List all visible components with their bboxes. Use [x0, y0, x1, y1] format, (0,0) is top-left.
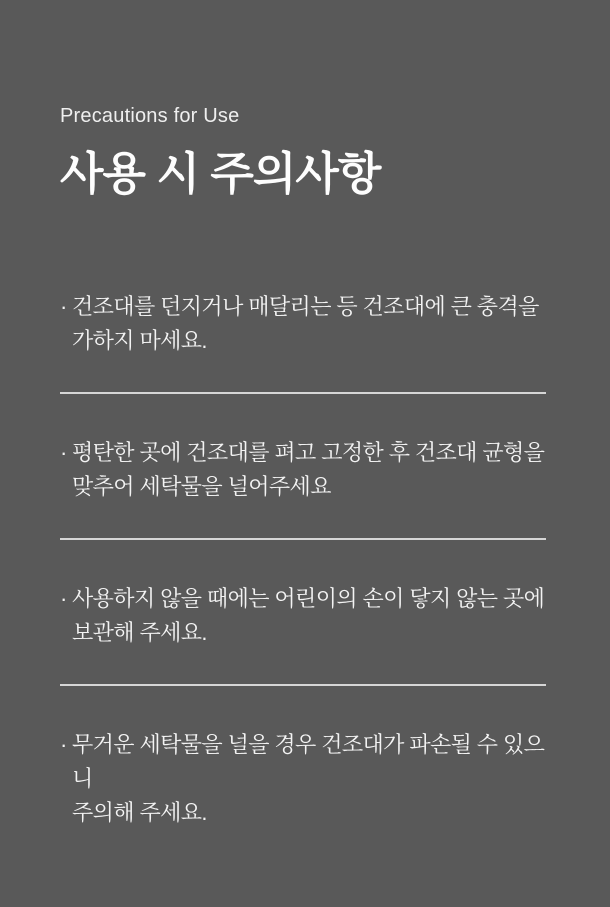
list-item-text [72, 728, 552, 830]
list-item-line: 보관해 주세요. [72, 620, 207, 645]
divider-line [60, 392, 546, 394]
list-item-text [72, 290, 539, 358]
page-title: 사용 시 주의사항 [60, 148, 381, 199]
bullet-dot: · [60, 732, 68, 757]
bullet-dot: · [60, 440, 68, 465]
list-item [60, 728, 552, 830]
bullet-dot: · [60, 294, 68, 319]
precaution-list [60, 290, 552, 830]
divider-line [60, 684, 546, 686]
list-item-line: 맞추어 세탁물을 널어주세요 [72, 474, 331, 499]
list-item-line: 평탄한 곳에 건조대를 펴고 고정한 후 건조대 균형을 [72, 440, 545, 465]
eyebrow-text: Precautions for Use [60, 105, 240, 127]
list-item [60, 436, 552, 504]
bullet-dot: · [60, 586, 68, 611]
list-item-line: 주의해 주세요. [72, 800, 207, 825]
list-item-text [72, 436, 544, 504]
divider-line [60, 538, 546, 540]
list-item-line: 무거운 세탁물을 널을 경우 건조대가 파손될 수 있으니 [72, 732, 545, 791]
list-item-line: 건조대를 던지거나 매달리는 등 건조대에 큰 충격을 [72, 294, 539, 319]
list-item-line: 가하지 마세요. [72, 328, 207, 353]
list-item-line: 사용하지 않을 때에는 어린이의 손이 닿지 않는 곳에 [72, 586, 545, 611]
list-item [60, 290, 552, 358]
list-item [60, 582, 552, 650]
list-item-text [72, 582, 544, 650]
